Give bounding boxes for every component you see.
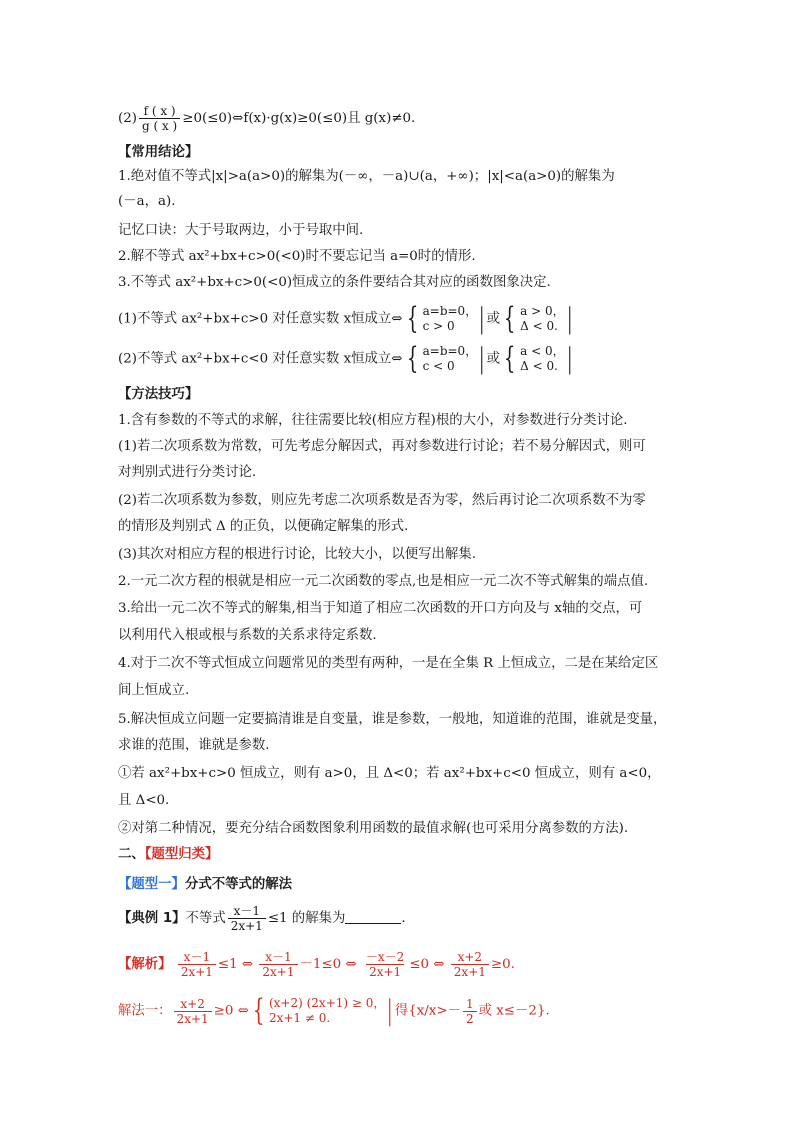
conclusion-1-cont: (－a，a). — [118, 194, 176, 209]
conclusion-2: 2.解不等式 ax²+bx+c>0(<0)时不要忘记当 a=0时的情形. — [118, 249, 476, 264]
method-6-cont: 且 Δ<0. — [118, 793, 170, 808]
heading-methods: 【方法技巧】 — [118, 387, 199, 402]
solution-line: 【解析】 $\frac{x-1}{2x+1}$ ≤1 ⇔ $\frac{x-1}{2x+1}$ －1≤0 ⇔ $\frac{-x-2}{2x+1}$ ≤0 ⇔ $\frac{x+2}{2x+1}$ ≥0. — [118, 950, 515, 979]
method-1: 1.含有参数的不等式的求解，往往需要比较(相应方程)根的大小，对参数进行分类讨论. — [118, 413, 628, 428]
fraction: $\frac{x-1}{2x+1}$ — [228, 904, 266, 933]
method-6: ①若 ax²+bx+c>0 恒成立，则有 a>0，且 Δ<0；若 ax²+bx+c<0 恒成立，则有 a<0， — [118, 766, 661, 781]
fraction: $\frac{x-1}{2x+1}$ — [259, 950, 297, 979]
method-2: 2.一元二次方程的根就是相应一元二次函数的零点,也是相应一元二次不等式解集的端点值. — [118, 574, 649, 589]
fraction: $\frac{f ( x )}{g ( x )}$ — [139, 104, 180, 133]
fraction: $\frac{x+2}{2x+1}$ — [174, 997, 212, 1026]
fraction: $\frac{x+2}{2x+1}$ — [451, 950, 489, 979]
method-5: 5.解决恒成立问题一定要搞清谁是自变量，谁是参数，一般地，知道谁的范围，谁就是变量， — [118, 712, 667, 727]
method-4-cont: 间上恒成立. — [118, 683, 190, 698]
system: a > 0， Δ < 0. — [520, 304, 565, 333]
conclusion-3-1: (1)不等式 ax²+bx+c>0 对任意实数 x恒成立⇔ { a=b=0， c > 0 | 或 { a > 0， Δ < 0. | — [118, 301, 572, 336]
method-1-1-cont: 对判别式进行分类讨论. — [118, 465, 257, 480]
method-1-2-cont: 的情形及判别式 Δ 的正负，以便确定解集的形式. — [118, 519, 409, 534]
fraction: $\frac{1}{2}$ — [463, 997, 477, 1026]
method-1-2: (2)若二次项系数为参数，则应先考虑二次项系数是否为零，然后再讨论二次项系数不为零 — [118, 493, 646, 508]
method-1-3: (3)其次对相应方程的根进行讨论，比较大小，以便写出解集. — [118, 547, 476, 562]
method-3-cont: 以利用代入根或根与系数的关系求待定系数. — [118, 628, 377, 643]
system: (x+2) (2x+1) ≥ 0， 2x+1 ≠ 0. — [268, 996, 386, 1025]
system: a=b=0， c < 0 — [422, 344, 478, 373]
method-1-1: (1)若二次项系数为常数，可先考虑分解因式，再对参数进行讨论；若不易分解因式，则可 — [118, 439, 646, 454]
answer-blank — [345, 923, 401, 924]
method-4: 4.对于二次不等式恒成立问题常见的类型有两种，一是在全集 R 上恒成立，二是在某给定区 — [118, 656, 659, 671]
conclusion-1: 1.绝对值不等式|x|>a(a>0)的解集为(－∞，－a)∪(a，+∞)；|x|<a(a>0)的解集为 — [118, 169, 615, 184]
fraction: $\frac{-x-2}{2x+1}$ — [365, 950, 405, 979]
conclusion-3-2: (2)不等式 ax²+bx+c<0 对任意实数 x恒成立⇔ { a=b=0， c < 0 | 或 { a < 0， Δ < 0. | — [118, 341, 572, 376]
memory-tip: 记忆口诀：大于号取两边，小于号取中间. — [118, 223, 364, 238]
section-heading: 二、【题型归类】 — [118, 847, 219, 862]
system: a < 0， Δ < 0. — [520, 344, 565, 373]
system: a=b=0， c > 0 — [422, 304, 478, 333]
method-5-cont: 求谁的范围，谁就是参数. — [118, 738, 270, 753]
type-heading: 【题型一】分式不等式的解法 — [118, 877, 293, 892]
fraction: $\frac{x-1}{2x+1}$ — [178, 950, 216, 979]
conclusion-3: 3.不等式 ax²+bx+c>0(<0)恒成立的条件要结合其对应的函数图象决定. — [118, 275, 551, 290]
method-7: ②对第二种情况，要充分结合函数图象利用函数的最值求解(也可采用分离参数的方法). — [118, 821, 629, 836]
heading-common-conclusions: 【常用结论】 — [118, 145, 199, 160]
example-1: 【典例 1】不等式 $\frac{x-1}{2x+1}$ ≤1 的解集为 . — [118, 904, 406, 933]
method-one-line: 解法一： $\frac{x+2}{2x+1}$ ≥0 ⇔ { (x+2) (2x+1) ≥ 0， 2x+1 ≠ 0. | 得{x/x>－ $\frac{1}{2}$ 或 x≤－2}. — [118, 993, 550, 1028]
method-3: 3.给出一元二次不等式的解集,相当于知道了相应二次函数的开口方向及与 x轴的交点，可 — [118, 601, 643, 616]
formula-line-2: (2) $\frac{f ( x )}{g ( x )}$ ≥0(≤0)⇔f(x)·g(x)≥0(≤0)且 g(x)≠0. — [118, 104, 416, 133]
